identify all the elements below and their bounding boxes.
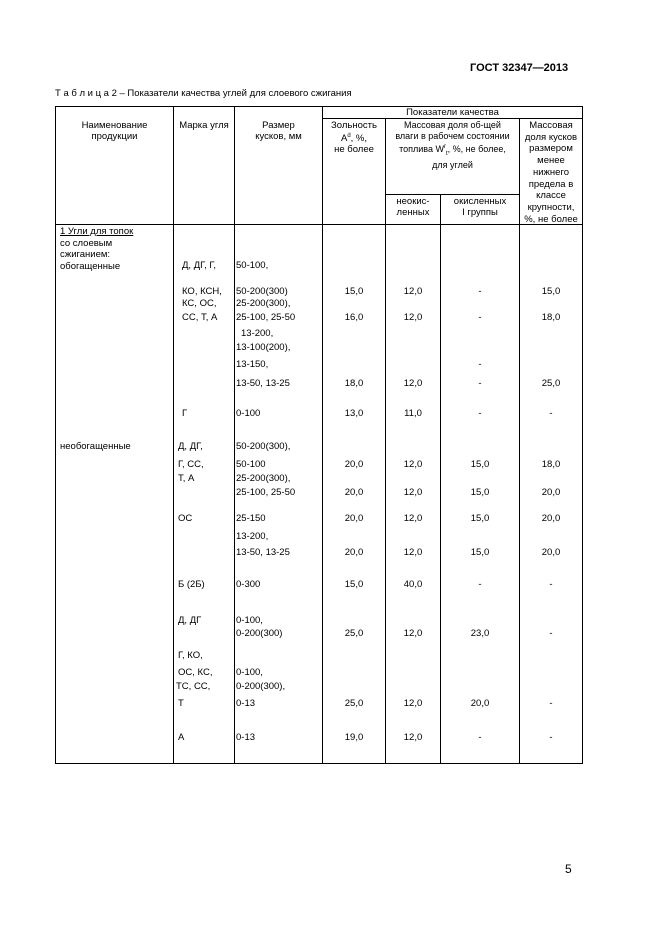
ash-cell: 16,0	[344, 312, 364, 323]
moisture-cell: 40,0	[403, 579, 423, 590]
oxidized-cell: -	[478, 732, 482, 743]
header-moisture: Массовая доля об-щей влаги в рабочем состоянии топлива $W^r_t$, %, не более, для углей	[395, 120, 510, 170]
oxidized-cell: -	[478, 378, 482, 389]
size-cell: 0-200(300)	[236, 628, 283, 639]
size-cell: 25-150	[236, 513, 266, 524]
size-cell: 25-100, 25-50	[236, 487, 296, 498]
grade-cell: Т	[178, 698, 184, 709]
ash-cell: 20,0	[344, 487, 364, 498]
oxidized-cell: -	[478, 312, 482, 323]
fines-cell: -	[549, 408, 553, 419]
col-divider	[322, 106, 323, 764]
grade-cell: ОС, КС,	[178, 667, 213, 678]
col-divider	[440, 194, 441, 764]
grade-cell: Г, КО,	[178, 650, 203, 661]
grade-cell: Д, ДГ	[178, 615, 202, 626]
grade-cell: Т, А	[178, 473, 195, 484]
table-caption: Т а б л и ц а 2 – Показатели качества углей для слоевого сжигания	[55, 88, 352, 99]
grade-cell: А	[178, 732, 185, 743]
header-nonoxidized: неокис- ленных	[396, 196, 430, 218]
fines-cell: 15,0	[541, 286, 561, 297]
size-cell: 50-200(300)	[236, 286, 288, 297]
size-cell: 13-200,	[241, 328, 274, 339]
fines-cell: 25,0	[541, 378, 561, 389]
ash-cell: 25,0	[344, 628, 364, 639]
oxidized-cell: -	[478, 408, 482, 419]
moisture-cell: 12,0	[403, 698, 423, 709]
oxidized-cell: 20,0	[470, 698, 490, 709]
size-cell: 25-200(300),	[236, 473, 291, 484]
col-divider	[173, 106, 174, 764]
header-product: Наименование продукции	[81, 120, 148, 142]
fines-cell: -	[549, 628, 553, 639]
product-label-nonenriched: необогащенные	[60, 441, 131, 452]
oxidized-cell: 15,0	[470, 513, 490, 524]
fines-cell: 18,0	[541, 312, 561, 323]
size-cell: 13-50, 13-25	[236, 378, 290, 389]
ash-cell: 15,0	[344, 579, 364, 590]
ash-cell: 13,0	[344, 408, 364, 419]
header-size: Размер кусков, мм	[255, 120, 302, 142]
size-cell: 13-150,	[236, 359, 269, 370]
ash-cell: 18,0	[344, 378, 364, 389]
oxidized-cell: -	[478, 579, 482, 590]
grade-cell: СС, Т, А	[182, 312, 218, 323]
moisture-cell: 12,0	[403, 312, 423, 323]
moisture-cell: 12,0	[403, 628, 423, 639]
grade-cell: Г, СС,	[178, 459, 204, 470]
header-ash: Зольность $A^d$, %, не более	[331, 120, 377, 156]
product-label-enriched: 1 Угли для топок со слоевым сжиганием: обогащенные	[60, 226, 134, 272]
oxidized-cell: 15,0	[470, 547, 490, 558]
header-divider	[385, 194, 519, 195]
fines-cell: 20,0	[541, 487, 561, 498]
ash-cell: 20,0	[344, 459, 364, 470]
size-cell: 0-100,	[236, 615, 263, 626]
size-cell: 25-200(300),	[236, 298, 291, 309]
fines-cell: 20,0	[541, 547, 561, 558]
ash-cell: 15,0	[344, 286, 364, 297]
size-cell: 0-200(300),	[236, 681, 286, 692]
moisture-cell: 11,0	[404, 408, 422, 419]
ash-cell: 25,0	[344, 698, 364, 709]
grade-cell: Д, ДГ, Г,	[182, 260, 217, 271]
size-cell: 13-200,	[236, 531, 269, 542]
moisture-cell: 12,0	[403, 513, 423, 524]
size-cell: 0-300	[236, 579, 261, 590]
header-grade: Марка угля	[179, 120, 229, 131]
grade-cell: Г	[182, 408, 188, 419]
grade-cell: ОС	[178, 513, 193, 524]
header-divider	[322, 118, 583, 119]
col-divider	[234, 106, 235, 764]
ash-cell: 20,0	[344, 513, 364, 524]
oxidized-cell: 15,0	[470, 459, 490, 470]
size-cell: 13-100(200),	[236, 342, 291, 353]
ash-cell: 20,0	[344, 547, 364, 558]
moisture-cell: 12,0	[403, 459, 423, 470]
size-cell: 50-100,	[236, 260, 269, 271]
page-number: 5	[565, 862, 572, 876]
header-fines: Массовая доля кусков размером менее нижнего предела в классе крупности, %, не более	[524, 120, 578, 225]
ash-cell: 19,0	[344, 732, 364, 743]
size-cell: 50-200(300),	[236, 441, 291, 452]
oxidized-cell: 23,0	[470, 628, 490, 639]
header-bottom-divider	[55, 224, 583, 225]
size-cell: 0-13	[236, 698, 256, 709]
moisture-cell: 12,0	[403, 286, 423, 297]
moisture-cell: 12,0	[403, 487, 423, 498]
fines-cell: -	[549, 698, 553, 709]
oxidized-cell: -	[478, 359, 482, 370]
moisture-cell: 12,0	[403, 378, 423, 389]
table-right-border	[582, 106, 583, 764]
grade-cell: КО, КСН,	[182, 286, 222, 297]
header-quality-group: Показатели качества	[406, 107, 499, 118]
size-cell: 50-100	[236, 459, 266, 470]
moisture-cell: 12,0	[403, 547, 423, 558]
table-left-border	[55, 106, 56, 764]
moisture-cell: 12,0	[403, 732, 423, 743]
grade-cell: Б (2Б)	[178, 579, 205, 590]
grade-cell: ТС, СС,	[176, 681, 211, 692]
table-bottom-border	[55, 763, 583, 764]
size-cell: 0-100,	[236, 667, 263, 678]
standard-number: ГОСТ 32347—2013	[470, 62, 569, 74]
grade-cell: Д, ДГ,	[178, 441, 203, 452]
grade-cell: КС, ОС,	[182, 298, 217, 309]
oxidized-cell: 15,0	[470, 487, 490, 498]
size-cell: 13-50, 13-25	[236, 547, 290, 558]
fines-cell: 18,0	[541, 459, 561, 470]
oxidized-cell: -	[478, 286, 482, 297]
size-cell: 0-13	[236, 732, 256, 743]
fines-cell: -	[549, 579, 553, 590]
size-cell: 25-100, 25-50	[236, 312, 296, 323]
fines-cell: -	[549, 732, 553, 743]
size-cell: 0-100	[236, 408, 261, 419]
fines-cell: 20,0	[541, 513, 561, 524]
header-oxidized: окисленных I группы	[453, 196, 507, 218]
